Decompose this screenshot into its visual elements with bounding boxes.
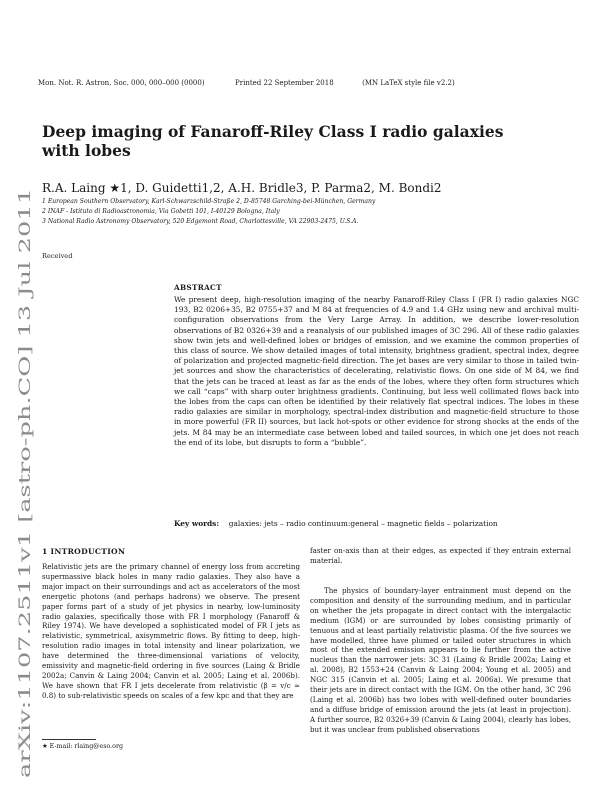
paper-title: Deep imaging of Fanaroff-Riley Class I radio galaxies with lobes bbox=[42, 122, 504, 160]
arxiv-stamp-svg bbox=[16, 186, 34, 778]
abstract-text: We present deep, high-resolution imaging of the nearby Fanaroff-Riley Class I (FR I) radio galaxies NGC 193, B2 0206+35, B2 0755+37 and M 84 at frequencies of 4.9 and 1.4 GHz using new and archival multi-configuration observations from the Very Large Array. In addition, we describe lower-resolution observations of B2 0326+39 and a reanalysis of our published images of 3C 296. All of these radio galaxies show twin jets and well-defined lobes or bridges of emission, and we examine the common properties of this class of source. We show detailed images of total intensity, brightness gradient, spectral index, degree of polarization and projected magnetic-field direction. The jet bases are very similar to those in tailed twin-jet sources and show the characteristics of decelerating, relativistic flows. On one side of M 84, we find that the jets can be traced at least as far as the ends of the lobes, where they often form structures which we call “caps” with sharp outer brightness gradients. Continuing, but less well collimated flows back into the lobes from the caps can often be identified by their relatively flat spectral indices. The lobes in these radio galaxies are similar in morphology, spectral-index distribution and magnetic-field structure to those in more powerful (FR II) sources, but lack hot-spots or other evidence for strong shocks at the ends of the jets. M 84 may be an intermediate case between lobed and tailed sources, in which one jet does not reach the end of its lobe, but disrupts to form a “bubble”. bbox=[174, 295, 579, 447]
received-note: Received bbox=[42, 252, 73, 260]
affiliation-1: 1 European Southern Observatory, Karl-Schwarzschild-Straße 2, D-85748 Garching-bei-München, Germany bbox=[42, 198, 376, 205]
keywords-label: Key words: bbox=[174, 519, 220, 528]
style-file-note: (MN LaTeX style file v2.2) bbox=[362, 79, 455, 87]
running-header bbox=[38, 79, 455, 87]
keywords-text: galaxies: jets – radio continuum:general – magnetic fields – polarization bbox=[228, 519, 498, 528]
section-heading-introduction: 1 INTRODUCTION bbox=[42, 547, 126, 556]
abstract-heading: ABSTRACT bbox=[174, 283, 222, 292]
author-list: R.A. Laing ★1, D. Guidetti1,2, A.H. Bridle3, P. Parma2, M. Bondi2 bbox=[42, 181, 442, 195]
footnote-rule bbox=[42, 739, 96, 740]
journal-citation: Mon. Not. R. Astron. Soc. 000, 000–000 (0000) bbox=[38, 79, 205, 87]
print-date: Printed 22 September 2018 bbox=[235, 79, 334, 87]
arxiv-identifier: arXiv:1107.2511v1 [astro-ph.CO] 13 Jul 2011 bbox=[16, 422, 34, 778]
body-text-right-column-top: faster on-axis than at their edges, as expected if they entrain external material. bbox=[310, 546, 571, 565]
footnote-email: ★ E-mail: rlaing@eso.org bbox=[42, 743, 124, 750]
affiliation-2: 2 INAF - Istituto di Radioastronomia, Via Gobetti 101, I-40129 Bologna, Italy bbox=[42, 208, 280, 215]
body-text-right-column-paragraph: The physics of boundary-layer entrainment must depend on the composition and density of the surrounding medium, and in particular on whether the jets propagate in direct contact with the intergalactic medium (IGM) or are surrounded by lobes consisting primarily of tenuous and at least partially relativistic plasma. Of the five sources we have modelled, three have plumed or tailed outer structures in which most of the extended emission appears to lie further from the active nucleus than the narrower jets: 3C 31 (Laing & Bridle 2002a; Laing et al. 2008), B2 1553+24 (Canvin & Laing 2004; Young et al. 2005) and NGC 315 (Canvin et al. 2005; Laing et al. 2006a). We presume that their jets are in direct contact with the IGM. On the other hand, 3C 296 (Laing et al. 2006b) has two lobes with well-defined outer boundaries and a diffuse bridge of emission around the jets (at least in projection). A further source, B2 0326+39 (Canvin & Laing 2004), clearly has lobes, but it was unclear from published observations bbox=[310, 586, 571, 734]
body-text-left-column: Relativistic jets are the primary channel of energy loss from accreting supermassive black holes in many radio galaxies. They also have a major impact on their surroundings and act as accelerators of the most energetic photons (and perhaps hadrons) we observe. The present paper forms part of a study of jet physics in nearby, low-luminosity radio galaxies, specifically those with FR I morphology (Fanaroff & Riley 1974). We have developed a sophisticated model of FR I jets as relativistic, symmetrical, axisymmetric flows. By fitting to deep, high-resolution radio images in total intensity and linear polarization, we have determined the three-dimensional variations of velocity, emissivity and magnetic-field ordering in five sources (Laing & Bridle 2002a; Canvin & Laing 2004; Canvin et al. 2005; Laing et al. 2006b). We have shown that FR I jets decelerate from relativistic (β = v/c ≈ 0.8) to sub-relativistic speeds on scales of a few kpc and that they are bbox=[42, 562, 300, 700]
keywords bbox=[174, 519, 579, 529]
affiliation-3: 3 National Radio Astronomy Observatory, 520 Edgemont Road, Charlottesville, VA 22903-2475, U.S.A. bbox=[42, 218, 359, 225]
arxiv-stamp bbox=[16, 186, 34, 778]
